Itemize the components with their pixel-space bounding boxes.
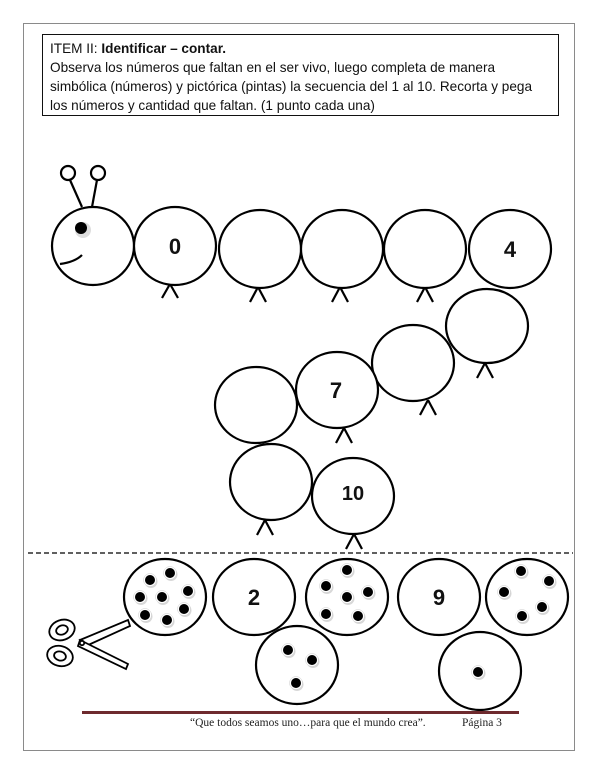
cutout-label: 2	[247, 585, 261, 610]
cutout-label: 9	[432, 585, 446, 610]
instructions-text: Observa los números que faltan en el ser vivo, luego completa de manera simbólica (números) y pictórica (pintas) la secuencia del 1 al 10. Recorta y pega los números y cantidad que faltan. (1 punto cada una)	[50, 60, 533, 113]
segment-label: 10	[341, 483, 365, 505]
segment-7	[372, 325, 454, 415]
cutout-3-dots[interactable]	[256, 626, 338, 704]
caterpillar-eye-icon	[75, 222, 91, 238]
item-title: Identificar – contar.	[101, 41, 227, 56]
segment-10	[230, 444, 312, 535]
segment-label: 4	[503, 237, 517, 262]
caterpillar-head	[52, 166, 134, 285]
page-number: Página 3	[462, 717, 502, 729]
segment-6	[446, 289, 528, 378]
segment-4	[384, 210, 466, 302]
segment-2	[219, 210, 301, 302]
footer-rule	[82, 711, 519, 714]
item-prefix: ITEM II:	[50, 41, 102, 56]
footer-quote: “Que todos seamos uno…para que el mundo crea”.	[190, 717, 426, 729]
scissors-icon	[45, 616, 130, 669]
segment-label: 7	[329, 378, 343, 403]
segment-9	[215, 367, 297, 443]
segment-label: 0	[168, 234, 182, 259]
segment-3	[301, 210, 383, 302]
